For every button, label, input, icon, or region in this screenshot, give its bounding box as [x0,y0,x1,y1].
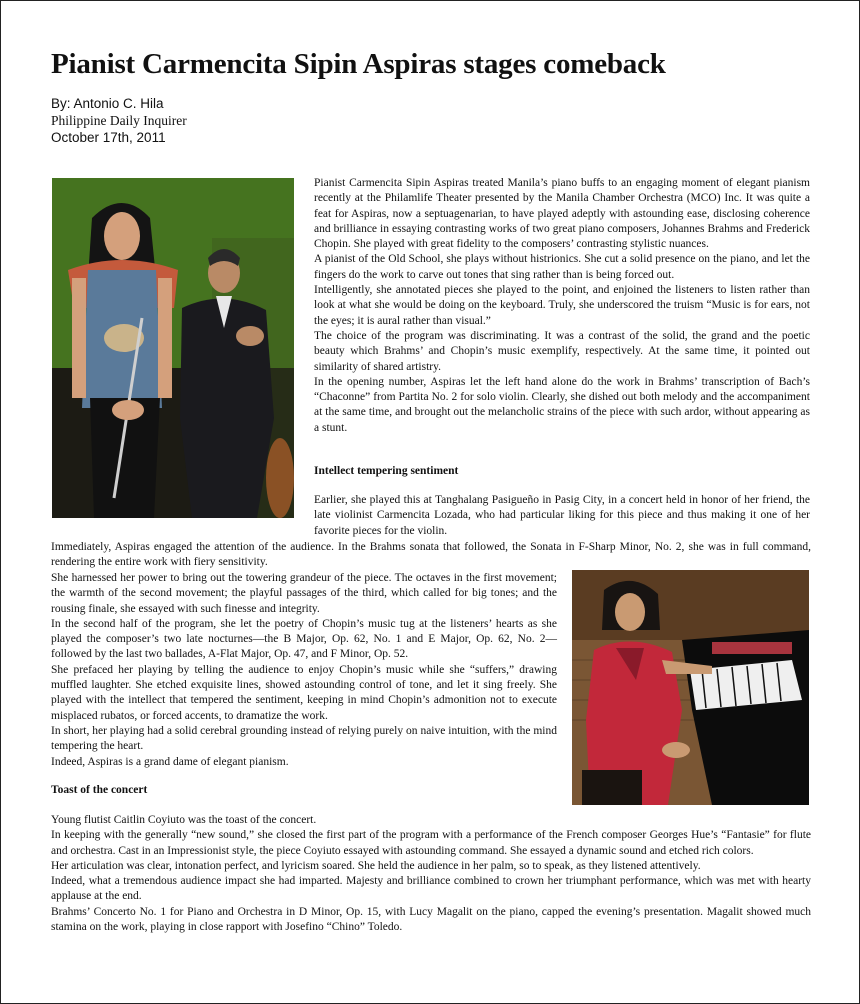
paragraph: Immediately, Aspiras engaged the attention of the audience. In the Brahms sonata that followed, the Sonata in F-Sharp Minor, No. 2, she was in full command, rendering the entire work with fiery sensitivity. [51,541,811,569]
publication-date: October 17th, 2011 [51,130,166,145]
paragraph: Young flutist Caitlin Coyiuto was the toast of the concert. [51,814,317,826]
paragraph: Pianist Carmencita Sipin Aspiras treated Manila’s piano buffs to an engaging moment of elegant pianism recently at the Philamlife Theater presented by the Manila Chamber Orchestra (MCO) Inc. It was quite a feat for Aspiras, now a septuagenarian, to have played adeptly with astounding ease, disclosing coherence and brilliance in essaying contrasting works of two great piano composers, Johannes Brahms and Frederick Chopin. She played with great fidelity to the composers’ contrasting stylistic nuances. [314,177,810,251]
pianist-photo [572,570,809,805]
paragraph: Indeed, Aspiras is a grand dame of elegant pianism. [51,755,289,768]
paragraph: Earlier, she played this at Tanghalang Pasigueño in Pasig City, in a concert held in honor of her friend, the late violinist Carmencita Lozada, who had particular liking for this piece and thus making it one of her favorite pieces for the violin. [314,494,810,537]
section-heading-tempering: Intellect tempering sentiment [314,465,459,477]
paragraph: The choice of the program was discriminating. It was a contrast of the solid, the grand and the poetic beauty which Brahms’ and Chopin’s music exemplify, respectively. At the same time, it pointed out similarity of shared artistry. [314,329,810,373]
article-byline: By: Antonio C. Hila [51,96,164,111]
paragraph: She harnessed her power to bring out the towering grandeur of the piece. The octaves in the first movement; the warmth of the second movement; the playful passages of the third, which called for big tones; and the rousing finale, she essayed with such finesse and integrity. [51,572,557,615]
paragraph: In keeping with the generally “new sound,” she closed the first part of the program with a performance of the French composer Georges Hue’s “Fantasie” for flute and orchestra. Cast in an Impressionist style, the piece Coyiuto essayed with astounding command. She essayed a dynamic sound and etched rich colors. [51,829,811,857]
paragraph: In short, her playing had a solid cerebral grounding instead of relying purely on naive intuition, with the mind tempering the heart. [51,724,557,753]
toast-section [51,813,811,935]
tempering-fullwidth [51,540,811,571]
section-heading-toast: Toast of the concert [51,784,148,796]
flutist-photo [52,178,294,518]
article-headline: Pianist Carmencita Sipin Aspiras stages comeback [51,48,666,80]
tempering-left-column [51,571,557,770]
paragraph: In the opening number, Aspiras let the left hand alone do the work in Brahms’ transcription of Bach’s “Chaconne” from Partita No. 2 for solo violin. Clearly, she dished out both melody and the accompaniment at the same time, and brought out the melancholic strains of the piece with such ardor, without appearing as a stunt. [314,375,810,434]
publication-name: Philippine Daily Inquirer [51,113,187,128]
article-intro-column [314,176,810,436]
paragraph: In the second half of the program, she let the poetry of Chopin’s music tug at the listeners’ hearts as she played the composer’s two late nocturnes—the B Major, Op. 62, No. 1 and E Major, Op. 62, No. 2—followed by the last two ballades, A-Flat Major, Op. 47, and F Minor, Op. 52. [51,617,557,661]
paragraph: Brahms’ Concerto No. 1 for Piano and Orchestra in D Minor, Op. 15, with Lucy Magalit on the piano, capped the evening’s presentation. Magalit showed much stamina on the work, playing in close rapport with Josefino “Chino” Toledo. [51,905,811,934]
tempering-intro [314,493,810,539]
paragraph: Intelligently, she annotated pieces she played to the point, and enjoined the listeners to listen rather than look at what she would be doing on the keyboard. Truly, she underscored the truism “Music is for ears, not the eyes; it is aural rather than visual.” [314,284,810,327]
paragraph: Indeed, what a tremendous audience impact she had imparted. Majesty and brilliance combined to crown her triumphant performance, which was met with hearty applause at the end. [51,875,811,903]
paragraph: Her articulation was clear, intonation perfect, and lyricism soared. She held the audience in her palm, so to speak, as they listened attentively. [51,859,701,872]
paragraph: A pianist of the Old School, she plays without histrionics. She cut a solid presence on the piano, and let the fingers do the work to carve out tones that sing rather than is being forced out. [314,253,810,281]
paragraph: She prefaced her playing by telling the audience to enjoy Chopin’s music while she “suffers,” drawing muffled laughter. She etched exquisite lines, showed astounding control of tone, and let it sing freely. She played with the intellect that tempered the sentiment, keeping in mind Chopin’s admonition not to execute misplaced rubatos, or forced accents, to dramatize the work. [51,663,557,722]
